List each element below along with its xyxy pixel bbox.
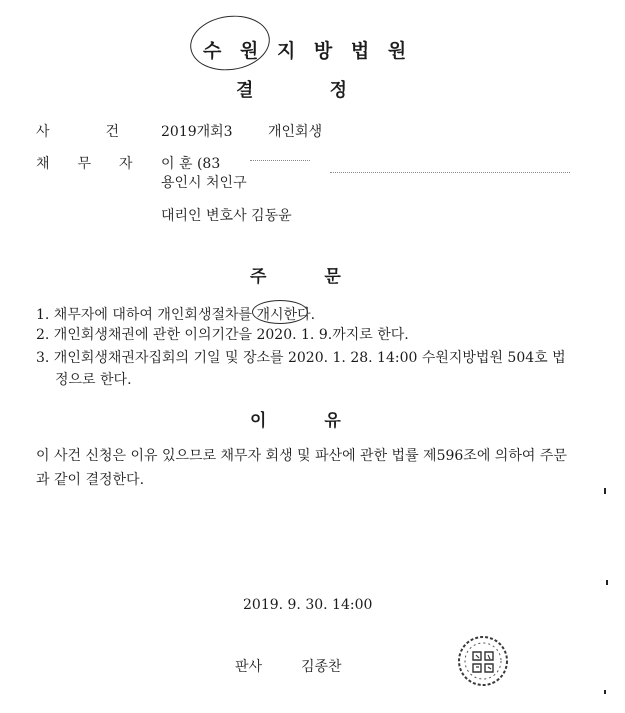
court-name: 수 원 지 방 법 원 <box>203 40 413 62</box>
debtor-label: 채무자 <box>36 156 161 172</box>
order-heading: 주 문 <box>250 267 341 287</box>
agent-line: 대리인 변호사 김동윤 <box>161 208 292 224</box>
order-item-1: 1. 채무자에 대하여 개인회생절차를 개시한다. <box>36 307 316 323</box>
decision-date: 2019. 9. 30. 14:00 <box>243 597 373 613</box>
judge-title: 판사 <box>235 659 263 675</box>
redacted-id <box>250 160 310 166</box>
case-type: 개인회생 <box>268 124 323 140</box>
hand-drawn-circle-2 <box>252 300 308 324</box>
hand-drawn-circle <box>187 11 274 76</box>
case-number: 2019개회3 <box>161 124 233 140</box>
redacted-address <box>330 172 570 178</box>
scan-edge-mark <box>604 690 606 694</box>
judge-name: 김종찬 <box>301 659 342 675</box>
order-item-2: 2. 개인회생채권에 관한 이의기간을 2020. 1. 9.까지로 한다. <box>36 327 409 343</box>
order-item-3: 3. 개인회생채권자집회의 기일 및 장소를 2020. 1. 28. 14:00 수원지방법원 504호 법 <box>36 350 566 366</box>
reason-text: 이 사건 신청은 이유 있으므로 채무자 회생 및 파산에 관한 법률 제596조에 의하여 주문과 같이 결정한다. <box>36 448 567 488</box>
seal-stamp <box>456 634 510 688</box>
order-item-3-cont: 정으로 한다. <box>55 372 132 388</box>
scan-edge-mark <box>604 488 606 494</box>
debtor-address: 용인시 처인구 <box>161 175 247 191</box>
debtor-name: 이 훈 (83 <box>161 156 221 172</box>
case-label: 사건 <box>36 124 176 140</box>
document-title: 결 정 <box>236 80 348 101</box>
reason-heading: 이 유 <box>250 411 341 431</box>
scan-edge-mark <box>606 580 608 585</box>
